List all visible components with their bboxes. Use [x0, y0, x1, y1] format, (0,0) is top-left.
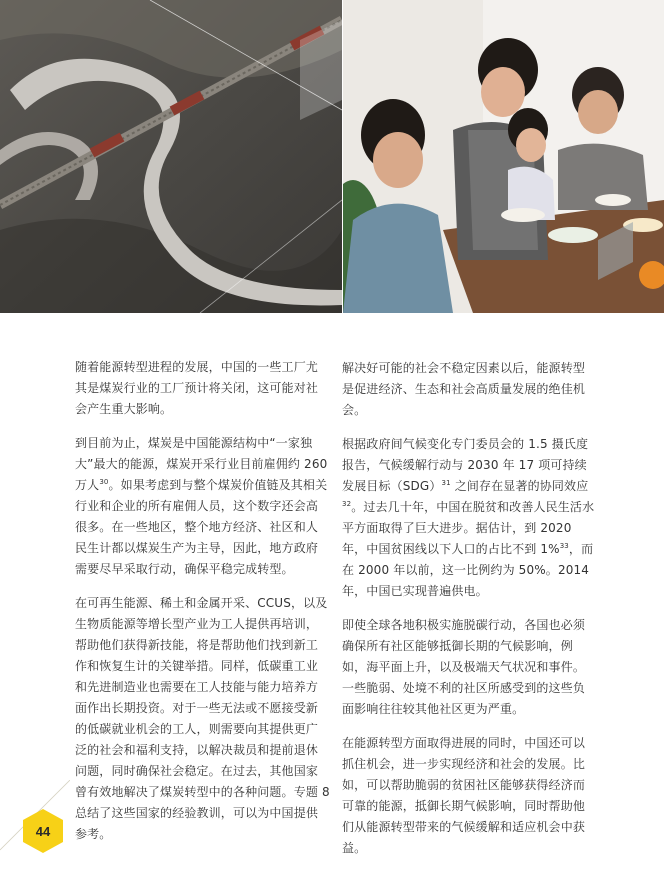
footnote-ref: 30: [99, 478, 109, 486]
paragraph: 解决好可能的社会不稳定因素以后，能源转型是促进经济、生态和社会高质量发展的绝佳机会。: [342, 361, 586, 417]
left-text-column: [75, 357, 330, 858]
paragraph: 在能源转型方面取得进展的同时，中国还可以抓住机会，进一步实现经济和社会的发展。比如，可以帮助脆弱的贫困社区能够获得经济而可靠的能源，抵御长期气候影响，同时帮助他们从能源转型带来的气候缓解和适应机会中获益。: [342, 736, 586, 855]
paragraph: 根据政府间气候变化专门委员会的 1.5 摄氏度报告，气候缓解行动与 2030 年 17 项可持续发展目标（SDG）$^{31}$ 之间存在显著的协同效应$^{32}$。过去几十年，中国在脱贫和改善人民生活水平方面取得了巨大进步。据估计，到 2020 年，中国贫困线以下人口的占比不到 1%$^{33}$，而在 2000 年以前，这一比例约为 50%。2014 年，中国已实现普遍供电。: [342, 437, 595, 598]
footnote-ref: 32: [342, 500, 352, 508]
family-dinner-photo: [343, 0, 664, 313]
page-number-badge: [22, 808, 64, 854]
paragraph: 到目前为止，煤炭是中国能源结构中“一家独大”最大的能源，煤炭开采行业目前雇佣约 260 万人$^{30}$。如果考虑到与整个煤炭价值链及其相关行业和企业的所有雇佣人员，这个数字还会高很多。在一些地区，整个地方经济、社区和人民生计都以煤炭生产为主导，因此，地方政府需要尽早采取行动，确保平稳完成转型。: [75, 436, 328, 576]
page-number: 44: [35, 823, 51, 839]
aerial-coal-mine-photo: [0, 0, 342, 313]
footnote-ref: 33: [559, 542, 569, 550]
right-text-column: [342, 358, 597, 872]
paragraph: 在可再生能源、稀土和金属开采、CCUS，以及生物质能源等增长型产业为工人提供再培训，帮助他们获得新技能，将是帮助他们找到新工作和恢复生计的关键举措。同样，低碳重工业和先进制造业也需要在工人技能与能力培养方面作出长期投资。对于一些无法或不愿接受新的低碳就业机会的工人，则需要向其提供更广泛的社会和福利支持，以解决裁员和提前退休问题，同时确保社会稳定。在过去，其他国家曾有效地解决了煤炭转型中的各种问题。专题 8 总结了这些国家的经验教训，可以为中国提供参考。: [75, 596, 330, 841]
footnote-ref: 31: [441, 479, 451, 487]
paragraph: 即使全球各地积极实施脱碳行动，各国也必须确保所有社区能够抵御长期的气候影响，例如，海平面上升，以及极端天气状况和事件。一些脆弱、处境不利的社区所感受到的这些负面影响往往较其他社区更为严重。: [342, 618, 586, 716]
paragraph: 随着能源转型进程的发展，中国的一些工厂尤其是煤炭行业的工厂预计将关闭，这可能对社会产生重大影响。: [75, 360, 319, 416]
